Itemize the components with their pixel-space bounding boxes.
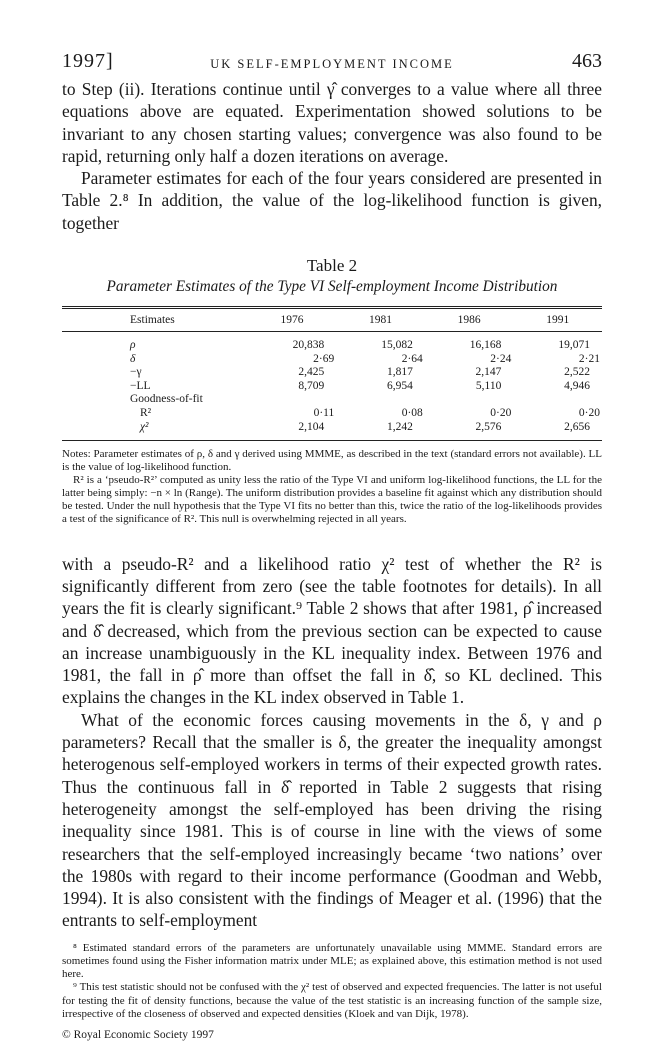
table-cell: 15,082 — [381, 339, 413, 352]
intro-text — [62, 78, 602, 234]
table-cell: 0·11 — [313, 407, 335, 420]
table-cell: 16,168 — [469, 339, 502, 352]
row-label: ρ — [130, 339, 136, 352]
footnote: ⁸ Estimated standard errors of the parameters are unfortunately unavailable using MMME. Standard errors are sometimes found using the Fisher information matrix under MLE; as explained above, this estimation method is not used here. — [62, 941, 602, 981]
table-cell: 0·20 — [490, 407, 512, 420]
table-cell: 2·64 — [401, 352, 423, 365]
table-cell: 2·21 — [578, 352, 600, 365]
footnotes — [62, 942, 602, 1021]
table-note: R² is a ‘pseudo-R²’ computed as unity less the ratio of the Type VI and uniform log-likelihood functions, the LL for the latter being simply: −n × ln (Range). The uniform distribution provides a baseline fit against which any distribution should be tested. Under the null hypothesis that the Type VI fits no better than this, twice the ratio of the log-likelihoods provides a test of the significance of R². This null is overwhelming rejected in all years. — [62, 474, 602, 525]
table-cell: 0·08 — [401, 407, 423, 420]
table-cell: 2,576 — [475, 420, 502, 433]
table-cell: 4,946 — [564, 379, 590, 392]
column-header: 1981 — [336, 309, 425, 332]
table-row — [62, 353, 602, 367]
row-label: −γ — [130, 366, 142, 379]
table-row — [62, 332, 602, 353]
body-paragraph: with a pseudo-R² and a likelihood ratio χ² test of whether the R² is significantly different from zero (see the table footnotes for details). In all years the fit is clearly significant.⁹ Table 2 shows that after 1981, ρ̂ increased and δ̂ decreased, which from the previous section can be expected to cause an increase unambiguously in the KL inequality index. Between 1976 and 1981, the fall in ρ̂ more than offset the fall in δ̂, so KL declined. This explains the changes in the KL index observed in Table 1. — [62, 553, 602, 708]
table-caption: Parameter Estimates of the Type VI Self-employment Income Distribution — [106, 278, 558, 296]
column-header: 1991 — [513, 309, 602, 332]
row-label: Goodness-of-fit — [130, 393, 203, 406]
table-notes — [62, 448, 602, 525]
parameter-table — [62, 306, 602, 441]
table-row — [62, 380, 602, 394]
table-note: Notes: Parameter estimates of ρ, δ and γ derived using MMME, as described in the text (standard errors not available). LL is the value of log-likelihood function. — [62, 448, 602, 474]
table-cell: 20,838 — [292, 339, 325, 352]
table-cell: 2,425 — [298, 366, 325, 379]
row-label: χ² — [140, 420, 149, 433]
body-paragraph: What of the economic forces causing movements in the δ, γ and ρ parameters? Recall that the smaller is δ, the greater the inequality amongst heterogenous self-employed workers in terms of their expected growth rates. Thus the continuous fall in δ̂ reported in Table 2 suggests that rising heterogeneity amongst the self-employed has been driving the rising inequality since 1981. This is of course in line with the views of some researchers that the self-employed increasingly became ‘two nations’ over the 1980s with regard to their income performance (Goodman and Webb, 1994). It is also consistent with the findings of Meager et al. (1996) that the entrants to self-employment — [62, 709, 602, 931]
table-cell: 2,522 — [564, 366, 590, 379]
row-label: δ — [130, 352, 136, 365]
body-paragraph: to Step (ii). Iterations continue until γ̂ converges to a value where all three equations above are equated. Experimentation showed solutions to be invariant to any chosen starting values; convergence was also found to be rapid, returning only half a dozen iterations on average. — [62, 79, 602, 166]
table-row — [62, 366, 602, 380]
table-cell: 2·24 — [490, 352, 512, 365]
table-cell: 2,656 — [564, 420, 590, 433]
table-cell: 0·20 — [578, 407, 600, 420]
table-row — [62, 421, 602, 440]
table-cell: 6,954 — [386, 379, 413, 392]
footnote: ⁹ This test statistic should not be confused with the χ² test of observed and expected frequencies. The latter is not useful for testing the fit of density functions, because the value of the test statistic is an increasing function of the sample size, irrespective of the closeness of observed and expected densities (Kloek and van Dijk, 1978). — [62, 981, 602, 1020]
table-row — [62, 393, 602, 407]
column-header: 1986 — [425, 309, 514, 332]
copyright-line: © Royal Economic Society 1997 — [62, 1028, 214, 1041]
column-header: Estimates — [62, 309, 248, 332]
table-title: Table 2 — [306, 256, 358, 276]
table-cell: 8,709 — [298, 379, 325, 392]
table-cell: 1,817 — [386, 366, 413, 379]
table-row — [62, 407, 602, 421]
row-label: R² — [140, 407, 152, 420]
page-number: 463 — [572, 50, 602, 72]
running-head-year: 1997] — [62, 50, 114, 72]
table-cell: 5,110 — [475, 379, 502, 392]
table-bottom-rule — [62, 440, 602, 441]
row-label: −LL — [130, 379, 151, 392]
body-paragraph: Parameter estimates for each of the four years considered are presented in Table 2.⁸ In addition, the value of the log-likelihood function is given, together — [62, 168, 602, 233]
journal-page — [62, 50, 602, 1041]
table-cell: 2·69 — [313, 352, 335, 365]
column-header: 1976 — [248, 309, 337, 332]
table-cell: 1,242 — [386, 420, 413, 433]
table-cell: 19,071 — [558, 339, 590, 352]
main-text — [62, 553, 602, 932]
running-head-title: UK SELF-EMPLOYMENT INCOME — [210, 57, 454, 71]
table-header-row — [62, 309, 602, 332]
table-cell: 2,104 — [298, 420, 325, 433]
table-cell: 2,147 — [475, 366, 502, 379]
running-head — [62, 50, 602, 78]
